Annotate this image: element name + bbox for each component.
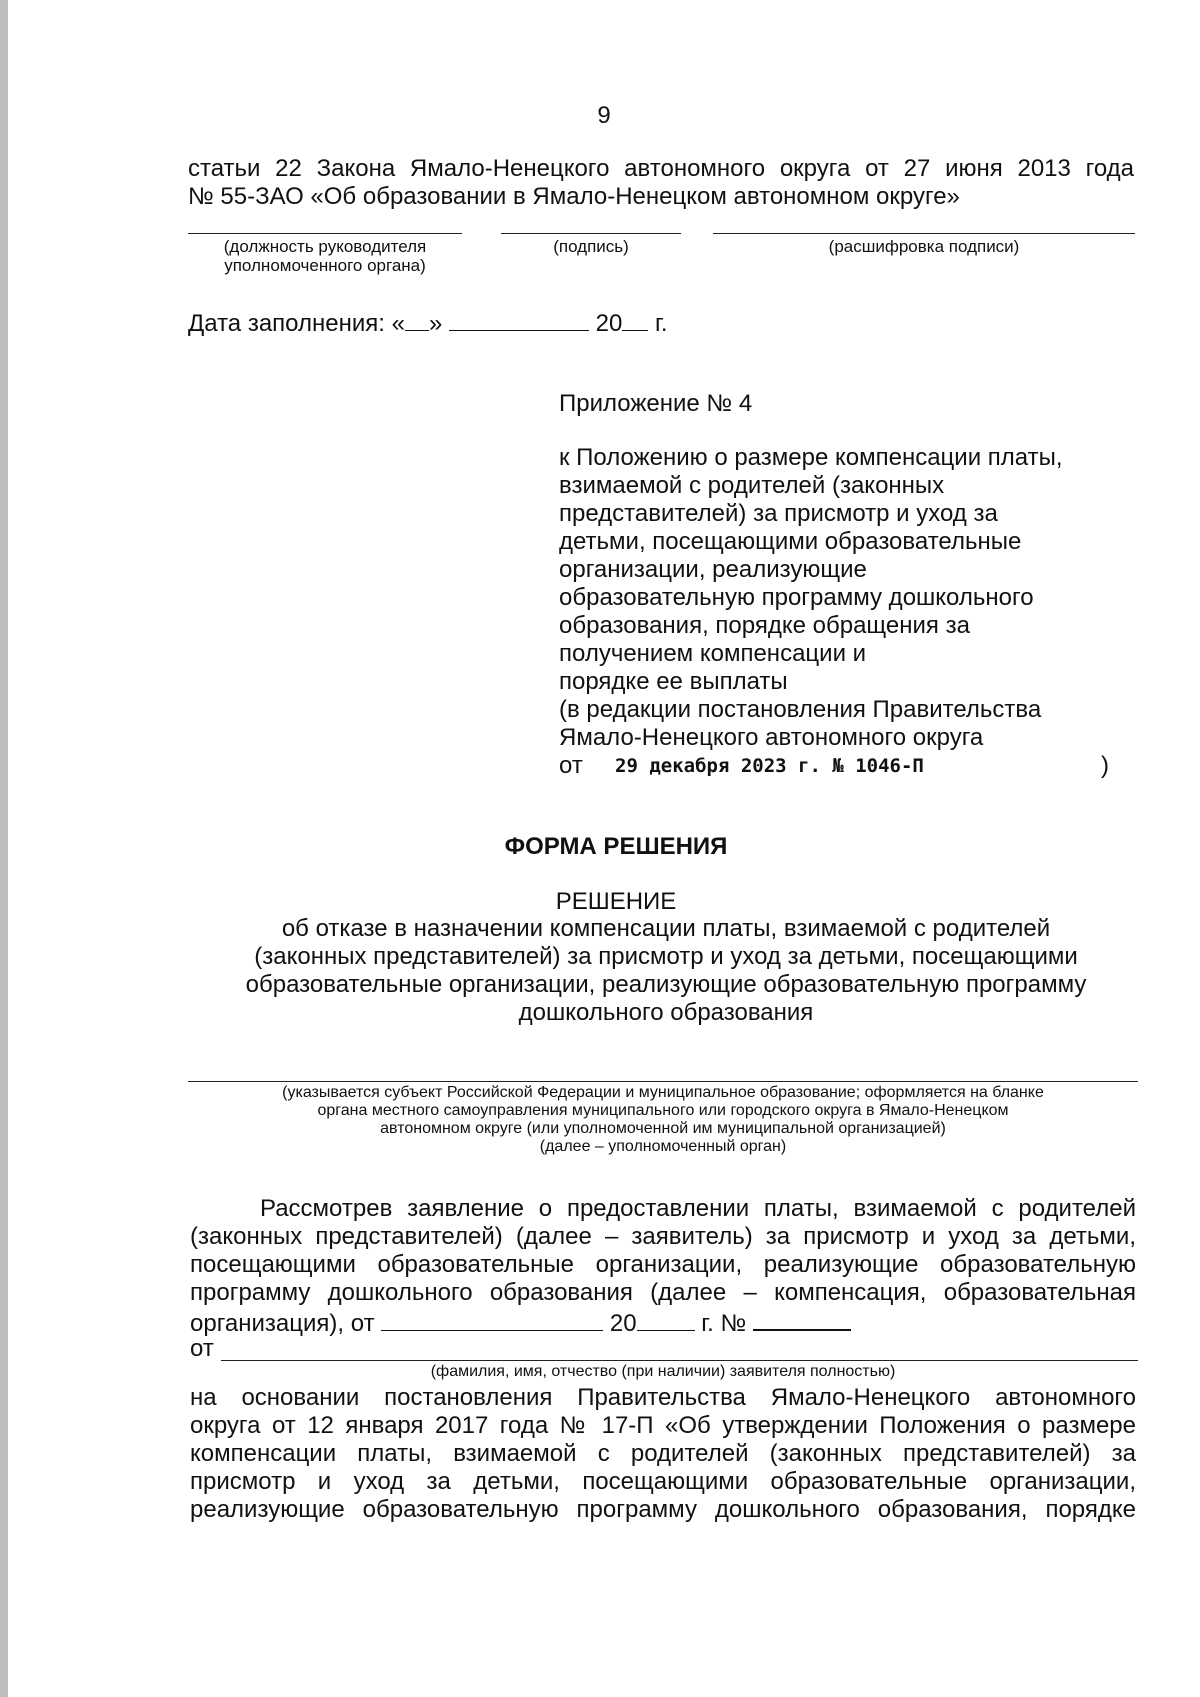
decision-subtitle-line: об отказе в назначении компенсации платы, взимаемой с родителей [281,915,1051,942]
appendix-line: (в редакции постановления Правительства [559,696,1042,723]
paragraph-line: компенсации платы, взимаемой с родителей (законных представителей) за [190,1440,1136,1467]
form-heading: ФОРМА РЕШЕНИЯ [504,833,728,860]
application-number-blank [753,1307,851,1331]
position-caption-line-1: (должность руководителя [223,237,427,256]
authority-note-line: автономном округе (или уполномоченной им муниципальной организацией) [380,1120,946,1137]
decision-subtitle-line: образовательные организации, реализующие образовательную программу [245,971,1087,998]
appendix-line: получением компенсации и [559,640,867,667]
authority-line [188,1081,1138,1082]
applicant-name-line [221,1360,1138,1361]
paragraph-line: Рассмотрев заявление о предоставлении платы, взимаемой с родителей [260,1195,1136,1222]
paragraph-line: реализующие образовательную программу дошкольного образования, порядке [190,1496,1136,1523]
paragraph-line: округа от 12 января 2017 года № 17-П «Об утверждении Положения о размере [190,1412,1136,1439]
fill-date-month-blank [449,308,589,331]
authority-note-line: (указывается субъект Российской Федерации и муниципальное образование; оформляется на бланке [282,1084,1044,1101]
application-year-blank [637,1308,695,1331]
appendix-line: Ямало-Ненецкого автономного округа [559,724,984,751]
decision-subtitle-line: (законных представителей) за присмотр и уход за детьми, посещающими [254,943,1078,970]
paragraph-last-line [190,1307,1136,1338]
appendix-line: взимаемой с родителей (законных [559,472,945,499]
appendix-line: организации, реализующие [559,556,867,583]
decision-subtitle [158,915,1174,1027]
paragraph-line: на основании постановления Правительства Ямало-Ненецкого автономного [190,1384,1136,1411]
application-year-prefix: 20 [609,1310,637,1337]
appendix-line: образования, порядке обращения за [559,612,970,639]
signature-caption: (подпись) [553,237,629,256]
appendix-line: образовательную программу дошкольного [559,584,1034,611]
fill-date-year-prefix: 20 [595,310,623,337]
decision-title: РЕШЕНИЕ [555,888,677,915]
appendix-line: к Положению о размере компенсации платы, [559,444,1063,471]
paragraph-line: программу дошкольного образования (далее – компенсация, образовательная [190,1279,1136,1306]
intro-line-2: № 55-ЗАО «Об образовании в Ямало-Ненецком автономном округе» [188,183,960,210]
fill-date-year-suffix: г. [655,310,668,337]
appendix-line: представителей) за присмотр и уход за [559,500,998,527]
page-number: 9 [597,102,611,129]
signature-line [501,233,681,234]
appendix-text [559,444,1119,752]
fill-date-close-quote: » [428,310,443,337]
paragraph-line: присмотр и уход за детьми, посещающими образовательные организации, [190,1468,1136,1495]
authority-note-line: (далее – уполномоченный орган) [539,1138,787,1155]
decision-subtitle-line: дошкольного образования [518,999,814,1026]
viewer-left-edge [0,0,8,1697]
appendix-from-label: от [559,752,583,779]
fill-date-prefix: Дата заполнения: « [188,310,405,337]
paragraph-line: (законных представителей) (далее – заявитель) за присмотр и уход за детьми, [190,1223,1136,1250]
applicant-from-label: от [190,1335,214,1362]
authority-note [178,1084,1148,1156]
intro-block [188,155,1134,211]
application-date-blank [381,1308,603,1331]
appendix-line: детьми, посещающими образовательные [559,528,1022,555]
appendix-close-paren: ) [1101,752,1109,779]
fill-date-year-blank [622,308,648,331]
appendix-line: порядке ее выплаты [559,668,788,695]
applicant-caption: (фамилия, имя, отчество (при наличии) заявителя полностью) [430,1363,896,1380]
intro-line-1: статьи 22 Закона Ямало-Ненецкого автономного округа от 27 июня 2013 года [188,155,1134,182]
decree-stamp: 29 декабря 2023 г. № 1046-П [615,755,924,777]
position-caption [188,237,462,275]
position-signature-line [188,233,462,234]
paragraph-line: посещающими образовательные организации, реализующие образовательную [190,1251,1136,1278]
fill-date-day-blank [405,308,429,331]
decision-paragraph-1 [190,1195,1136,1338]
position-caption-line-2: уполномоченного органа) [224,256,426,275]
application-from-label: организация), от [190,1310,375,1337]
appendix-title: Приложение № 4 [559,390,753,417]
fill-date-line [188,308,668,338]
authority-note-line: органа местного самоуправления муниципального или городского округа в Ямало-Ненецком [317,1102,1009,1119]
appendix-decree-line [559,752,1119,780]
document-page [8,0,1200,1697]
application-number-label: г. № [701,1310,747,1337]
decision-paragraph-2 [190,1384,1136,1524]
signature-decode-line [713,233,1135,234]
signature-decode-caption: (расшифровка подписи) [828,237,1020,256]
